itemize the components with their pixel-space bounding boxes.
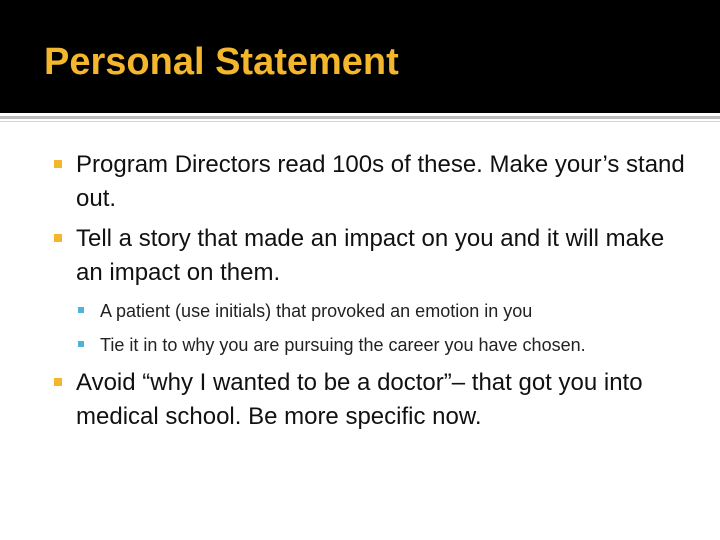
square-bullet-icon bbox=[54, 160, 62, 168]
bullet-text: Tell a story that made an impact on you and it will make an impact on them. bbox=[76, 225, 665, 286]
divider-line bbox=[0, 116, 720, 119]
slide-title: Personal Statement bbox=[44, 41, 399, 83]
small-square-bullet-icon bbox=[78, 341, 84, 347]
bullet-text: Avoid “why I wanted to be a doctor”– that got you into medical school. Be more specific now. bbox=[76, 369, 643, 430]
bullet-item bbox=[52, 148, 692, 216]
square-bullet-icon bbox=[54, 234, 62, 242]
small-square-bullet-icon bbox=[78, 307, 84, 313]
sub-bullet-text: A patient (use initials) that provoked an emotion in you bbox=[100, 301, 533, 321]
divider-line-thin bbox=[0, 121, 720, 122]
sub-bullet-item bbox=[76, 296, 692, 326]
bullet-text: Program Directors read 100s of these. Make your’s stand out. bbox=[76, 151, 685, 212]
sub-bullet-list bbox=[76, 296, 692, 360]
sub-bullet-item bbox=[76, 330, 692, 360]
title-bar bbox=[0, 0, 720, 113]
bullet-item bbox=[52, 222, 692, 360]
square-bullet-icon bbox=[54, 378, 62, 386]
sub-bullet-text: Tie it in to why you are pursuing the career you have chosen. bbox=[100, 335, 586, 355]
bullet-item bbox=[52, 366, 692, 434]
bullet-list bbox=[52, 148, 692, 440]
